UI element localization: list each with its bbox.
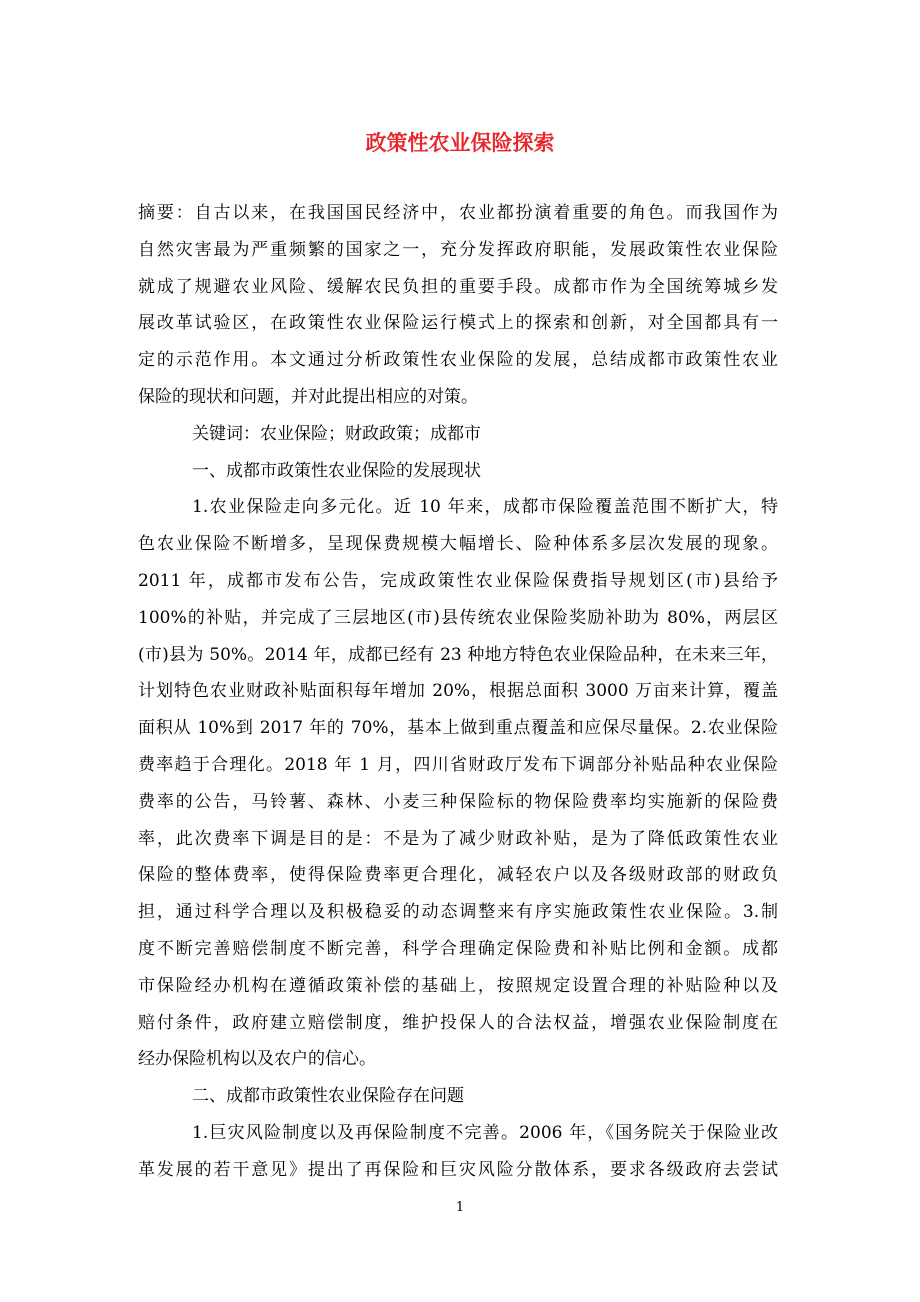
text-line: 展改革试验区，在政策性农业保险运行模式上的探索和创新，对全国都具有一 [138,313,778,334]
text-line: 计划特色农业财政补贴面积每年增加 20%，根据总面积 3000 万亩来计算，覆盖 [138,681,778,702]
text-line: 摘要：自古以来，在我国国民经济中，农业都扮演着重要的角色。而我国作为 [138,203,778,223]
text-line: 色农业保险不断增多，呈现保费规模大幅增长、险种体系多层次发展的现象。 [138,534,778,555]
page-number: 1 [455,1200,465,1215]
text-line: 度不断完善赔偿制度不断完善，科学合理确定保险费和补贴比例和金额。成都 [138,938,778,959]
text-line: 1.巨灾风险制度以及再保险制度不完善。2006 年，《国务院关于保险业改 [192,1122,778,1143]
text-line: 费率趋于合理化。2018 年 1 月，四川省财政厅发布下调部分补贴品种农业保险 [138,754,778,775]
keywords-line: 关键词：农业保险；财政政策；成都市 [192,423,481,444]
text-line: 市保险经办机构在遵循政策补偿的基础上，按照规定设置合理的补贴险种以及 [138,975,778,996]
text-line: 定的示范作用。本文通过分析政策性农业保险的发展，总结成都市政策性农业 [138,350,778,371]
text-line: 担，通过科学合理以及积极稳妥的动态调整来有序实施政策性农业保险。3.制 [138,902,778,923]
text-line: 费率的公告，马铃薯、森林、小麦三种保险标的物保险费率均实施新的保险费 [138,791,778,812]
text-line: 1.农业保险走向多元化。近 10 年来，成都市保险覆盖范围不断扩大，特 [192,497,778,518]
text-line: 自然灾害最为严重频繁的国家之一，充分发挥政府职能，发展政策性农业保险 [138,239,778,260]
text-line: 革发展的若干意见》提出了再保险和巨灾风险分散体系，要求各级政府去尝试 [138,1159,778,1180]
document-body [138,195,778,1189]
section-heading: 二、成都市政策性农业保险存在问题 [192,1086,464,1107]
text-line: 100%的补贴，并完成了三层地区(市)县传统农业保险奖励补助为 80%，两层区 [138,607,778,628]
text-line: 率，此次费率下调是目的是：不是为了减少财政补贴，是为了降低政策性农业 [138,828,778,849]
text-line: 保险的现状和问题，并对此提出相应的对策。 [138,386,478,407]
text-line: (市)县为 50%。2014 年，成都已经有 23 种地方特色农业保险品种，在未来三年， [138,644,778,665]
text-line: 就成了规避农业风险、缓解农民负担的重要手段。成都市作为全国统筹城乡发 [138,276,778,297]
document-title: 政策性农业保险探索 [365,131,555,155]
text-line: 赔付条件，政府建立赔偿制度，维护投保人的合法权益，增强农业保险制度在 [138,1012,778,1033]
text-line: 2011 年，成都市发布公告，完成政策性农业保险保费指导规划区(市)县给予 [138,570,778,591]
section-heading: 一、成都市政策性农业保险的发展现状 [192,460,481,481]
text-line: 经办保险机构以及农户的信心。 [138,1049,376,1070]
text-line: 保险的整体费率，使得保险费率更合理化，减轻农户以及各级财政部的财政负 [138,865,778,886]
text-line: 面积从 10%到 2017 年的 70%，基本上做到重点覆盖和应保尽量保。2.农业保险 [138,718,778,739]
